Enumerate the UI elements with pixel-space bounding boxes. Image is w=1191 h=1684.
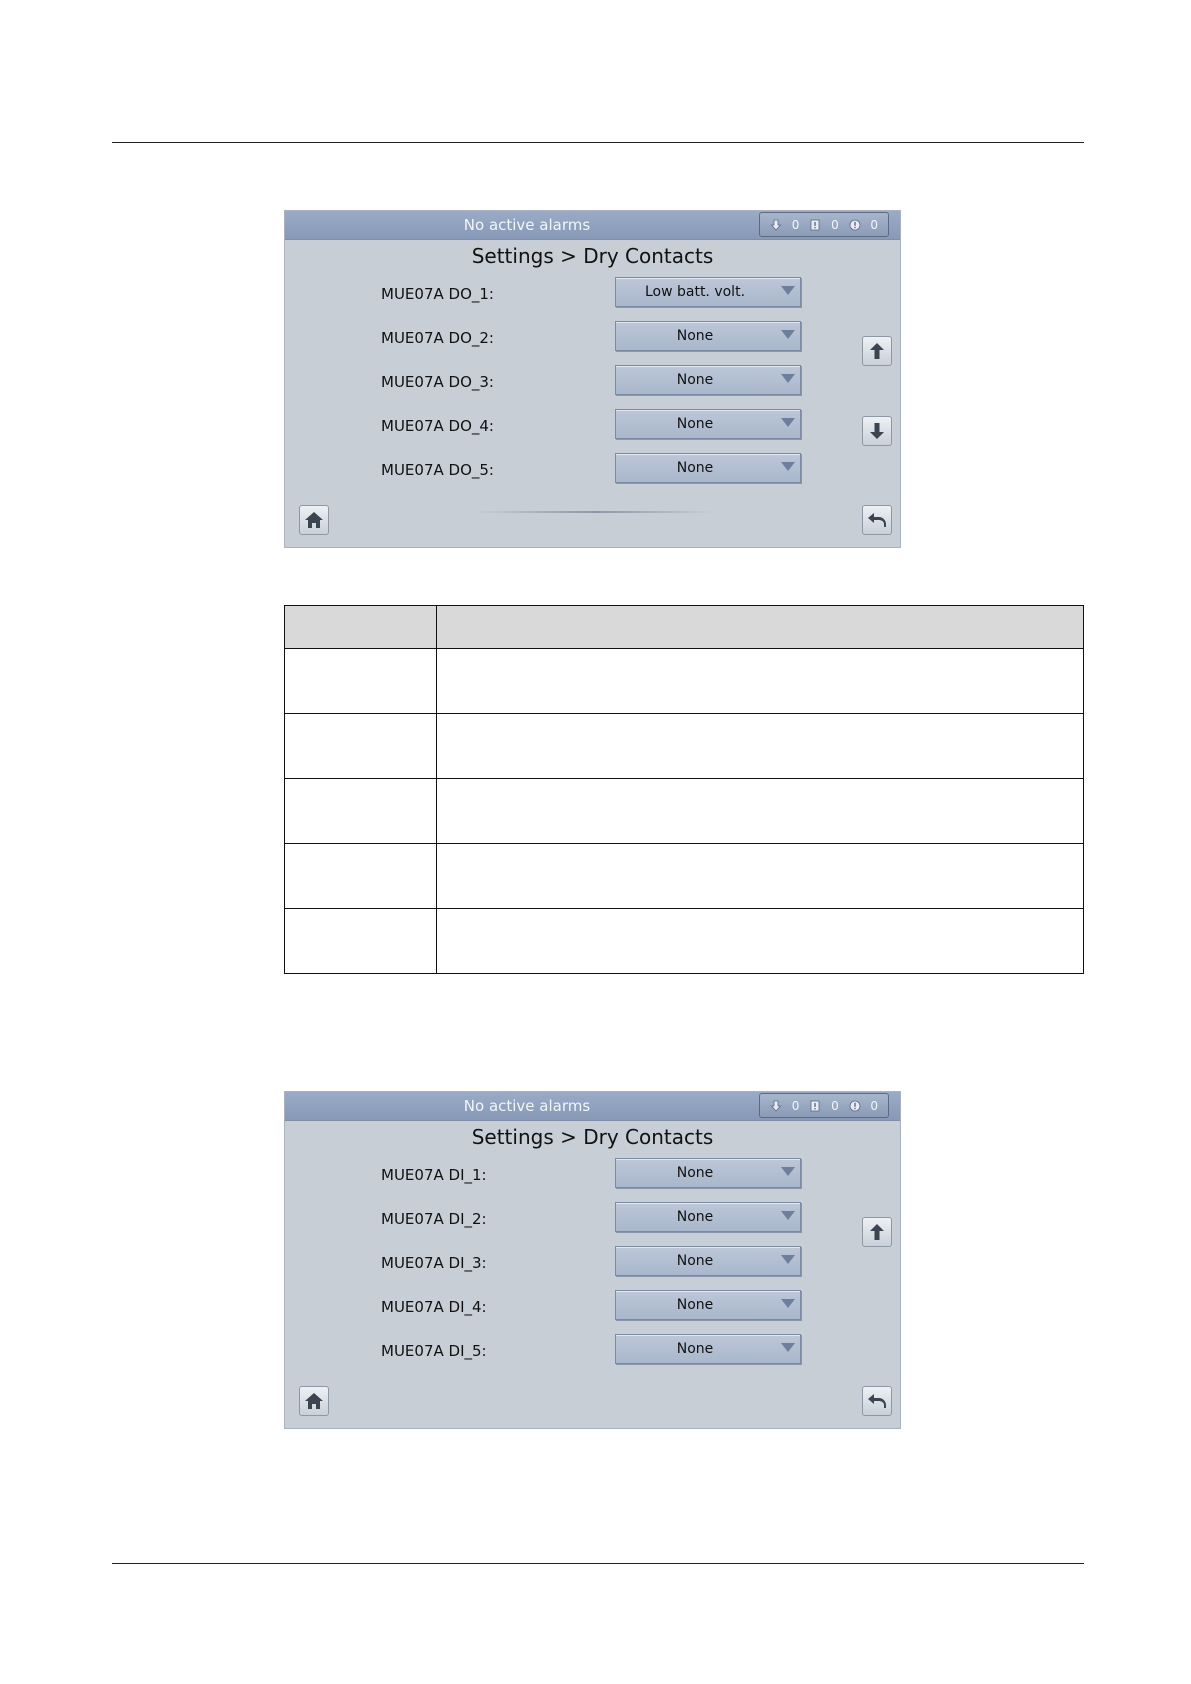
di-4-select[interactable] <box>615 1290 801 1320</box>
do-5-value: None <box>676 460 714 476</box>
do-1-value: Low batt. volt. <box>644 284 746 300</box>
major-alarm-count: 0 <box>831 217 839 232</box>
home-button[interactable] <box>299 1386 329 1416</box>
page-title: Settings > Dry Contacts <box>471 244 714 268</box>
chevron-down-icon <box>781 330 795 339</box>
di-1-select[interactable] <box>615 1158 801 1188</box>
do-4-label: MUE07A DO_4: <box>381 417 494 435</box>
do-4-value: None <box>676 416 714 432</box>
scroll-down-button[interactable] <box>862 416 892 446</box>
do-3-select[interactable] <box>615 365 801 395</box>
dry-contacts-do-screen <box>284 210 901 548</box>
di-5-value: None <box>676 1341 714 1357</box>
major-alarm-icon <box>809 219 821 231</box>
chevron-down-icon <box>781 1211 795 1220</box>
chevron-down-icon <box>781 1255 795 1264</box>
alarm-counter[interactable] <box>759 212 889 237</box>
di-3-value: None <box>676 1253 714 1269</box>
di-4-value: None <box>676 1297 714 1313</box>
table-cell <box>437 909 1084 974</box>
chevron-down-icon <box>781 418 795 427</box>
critical-alarm-count: 0 <box>791 1098 800 1113</box>
do-3-value: None <box>676 372 714 388</box>
do-1-select[interactable] <box>615 277 801 307</box>
table-cell <box>285 844 437 909</box>
table-header-row <box>285 606 1084 649</box>
do-2-value: None <box>676 328 714 344</box>
do-3-label: MUE07A DO_3: <box>381 373 494 391</box>
minor-alarm-icon <box>849 1100 861 1112</box>
table-cell <box>437 649 1084 714</box>
table-cell <box>437 779 1084 844</box>
status-bar <box>285 1092 900 1121</box>
page-title: Settings > Dry Contacts <box>471 1125 714 1149</box>
di-3-label: MUE07A DI_3: <box>381 1254 487 1272</box>
do-2-select[interactable] <box>615 321 801 351</box>
back-button[interactable] <box>862 1386 892 1416</box>
table-row <box>285 779 1084 844</box>
chevron-down-icon <box>781 374 795 383</box>
chevron-down-icon <box>781 1167 795 1176</box>
major-alarm-icon <box>809 1100 821 1112</box>
scroll-up-button[interactable] <box>862 1217 892 1247</box>
home-icon <box>304 511 324 529</box>
di-5-label: MUE07A DI_5: <box>381 1342 487 1360</box>
back-arrow-icon <box>867 1393 887 1409</box>
minor-alarm-count: 0 <box>870 217 879 232</box>
do-4-select[interactable] <box>615 409 801 439</box>
chevron-down-icon <box>781 286 795 295</box>
header-rule <box>112 142 1084 143</box>
di-2-select[interactable] <box>615 1202 801 1232</box>
major-alarm-count: 0 <box>831 1098 839 1113</box>
alarm-counter[interactable] <box>759 1093 889 1118</box>
chevron-down-icon <box>781 1343 795 1352</box>
chevron-down-icon <box>781 1299 795 1308</box>
table-cell <box>437 844 1084 909</box>
chevron-down-icon <box>781 462 795 471</box>
status-bar <box>285 211 900 240</box>
footer-rule <box>112 1563 1084 1564</box>
table-row <box>285 909 1084 974</box>
back-arrow-icon <box>867 512 887 528</box>
critical-alarm-count: 0 <box>791 217 800 232</box>
do-2-label: MUE07A DO_2: <box>381 329 494 347</box>
table-cell <box>437 714 1084 779</box>
do-5-label: MUE07A DO_5: <box>381 461 494 479</box>
di-2-value: None <box>676 1209 714 1225</box>
parameter-table <box>284 605 1084 974</box>
do-1-label: MUE07A DO_1: <box>381 285 494 303</box>
page-indicator <box>475 511 715 513</box>
table-header-cell <box>437 606 1084 649</box>
critical-alarm-icon <box>770 219 782 231</box>
alarm-status-text: No active alarms <box>463 216 591 234</box>
dry-contacts-di-screen <box>284 1091 901 1429</box>
table-header-cell <box>285 606 437 649</box>
di-2-label: MUE07A DI_2: <box>381 1210 487 1228</box>
table-cell <box>285 714 437 779</box>
di-5-select[interactable] <box>615 1334 801 1364</box>
minor-alarm-count: 0 <box>870 1098 879 1113</box>
home-button[interactable] <box>299 505 329 535</box>
arrow-down-icon <box>869 422 885 440</box>
table-cell <box>285 649 437 714</box>
table-row <box>285 649 1084 714</box>
di-4-label: MUE07A DI_4: <box>381 1298 487 1316</box>
table-cell <box>285 779 437 844</box>
table-row <box>285 714 1084 779</box>
home-icon <box>304 1392 324 1410</box>
table-row <box>285 844 1084 909</box>
arrow-up-icon <box>869 342 885 360</box>
do-5-select[interactable] <box>615 453 801 483</box>
di-1-value: None <box>676 1165 714 1181</box>
back-button[interactable] <box>862 505 892 535</box>
critical-alarm-icon <box>770 1100 782 1112</box>
di-1-label: MUE07A DI_1: <box>381 1166 487 1184</box>
alarm-status-text: No active alarms <box>463 1097 591 1115</box>
table-cell <box>285 909 437 974</box>
arrow-up-icon <box>869 1223 885 1241</box>
minor-alarm-icon <box>849 219 861 231</box>
scroll-up-button[interactable] <box>862 336 892 366</box>
di-3-select[interactable] <box>615 1246 801 1276</box>
